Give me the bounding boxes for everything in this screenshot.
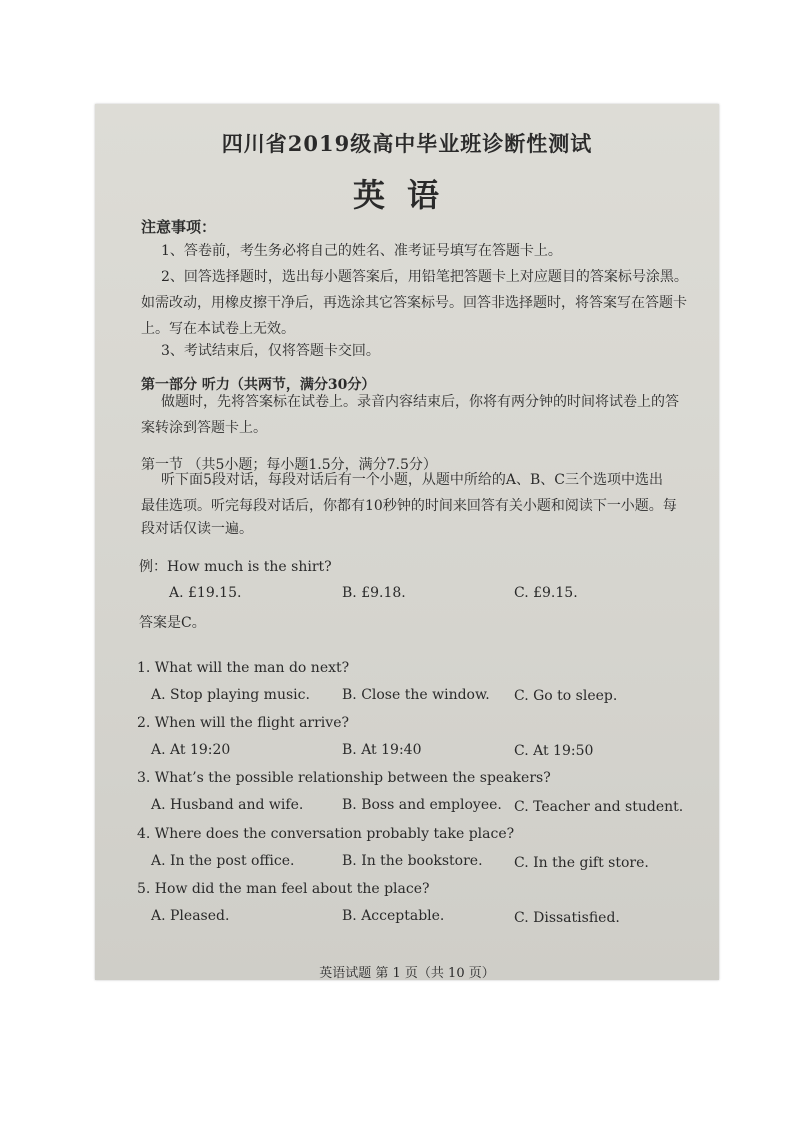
question-1-option-a: A. Stop playing music. — [151, 687, 310, 703]
question-3-option-b: B. Boss and employee. — [342, 797, 502, 813]
question-1: 1. What will the man do next? — [137, 660, 350, 676]
notice-item: 1、答卷前，考生务必将自己的姓名、准考证号填写在答题卡上。 — [161, 243, 562, 259]
subject-title: 英语 — [352, 176, 461, 214]
exam-page — [95, 104, 719, 980]
section1-instruction: 最佳选项。听完每段对话后，你都有10秒钟的时间来回答有关小题和阅读下一小题。每 — [141, 498, 677, 514]
part1-instruction: 案转涂到答题卡上。 — [141, 420, 267, 436]
question-3: 3. What’s the possible relationship between the speakers? — [137, 770, 551, 786]
question-4: 4. Where does the conversation probably take place? — [137, 826, 515, 842]
question-4-option-b: B. In the bookstore. — [342, 853, 483, 869]
question-3-option-c: C. Teacher and student. — [514, 799, 684, 815]
notice-item: 2、回答选择题时，选出每小题答案后，用铅笔把答题卡上对应题目的答案标号涂黑。 — [161, 269, 688, 285]
section1-instruction: 段对话仅读一遍。 — [141, 521, 253, 537]
question-5-option-c: C. Dissatisfied. — [514, 910, 620, 926]
question-3-option-a: A. Husband and wife. — [151, 797, 304, 813]
notice-item: 3、考试结束后，仅将答题卡交回。 — [161, 343, 380, 359]
example-option-a: A. £19.15. — [169, 585, 242, 601]
question-2-option-b: B. At 19:40 — [342, 742, 422, 758]
question-5-option-b: B. Acceptable. — [342, 908, 445, 924]
section1-heading: 第一节 （共5小题；每小题1.5分，满分7.5分） — [141, 457, 437, 473]
question-5-option-a: A. Pleased. — [151, 908, 230, 924]
question-2-option-c: C. At 19:50 — [514, 743, 594, 759]
section1-instruction: 听下面5段对话，每段对话后有一个小题，从题中所给的A、B、C三个选项中选出 — [161, 472, 664, 488]
question-1-option-c: C. Go to sleep. — [514, 688, 618, 704]
question-4-option-a: A. In the post office. — [151, 853, 295, 869]
example-answer: 答案是C。 — [139, 615, 206, 631]
question-1-option-b: B. Close the window. — [342, 687, 490, 703]
part1-instruction: 做题时，先将答案标在试卷上。录音内容结束后，你将有两分钟的时间将试卷上的答 — [161, 394, 679, 410]
question-4-option-c: C. In the gift store. — [514, 855, 649, 871]
part1-heading: 第一部分 听力（共两节，满分30分） — [141, 377, 376, 393]
example-question: 例：How much is the shirt? — [139, 559, 332, 575]
page-footer: 英语试题 第 1 页（共 10 页） — [319, 966, 495, 981]
notice-heading: 注意事项： — [141, 218, 217, 236]
example-option-c: C. £9.15. — [514, 585, 578, 601]
question-2: 2. When will the flight arrive? — [137, 715, 349, 731]
notice-item: 如需改动，用橡皮擦干净后，再选涂其它答案标号。回答非选择题时，将答案写在答题卡 — [141, 295, 687, 311]
question-5: 5. How did the man feel about the place? — [137, 881, 430, 897]
example-option-b: B. £9.18. — [342, 585, 406, 601]
notice-item: 上。写在本试卷上无效。 — [141, 321, 295, 337]
question-2-option-a: A. At 19:20 — [151, 742, 231, 758]
exam-title: 四川省2019级高中毕业班诊断性测试 — [221, 131, 593, 156]
